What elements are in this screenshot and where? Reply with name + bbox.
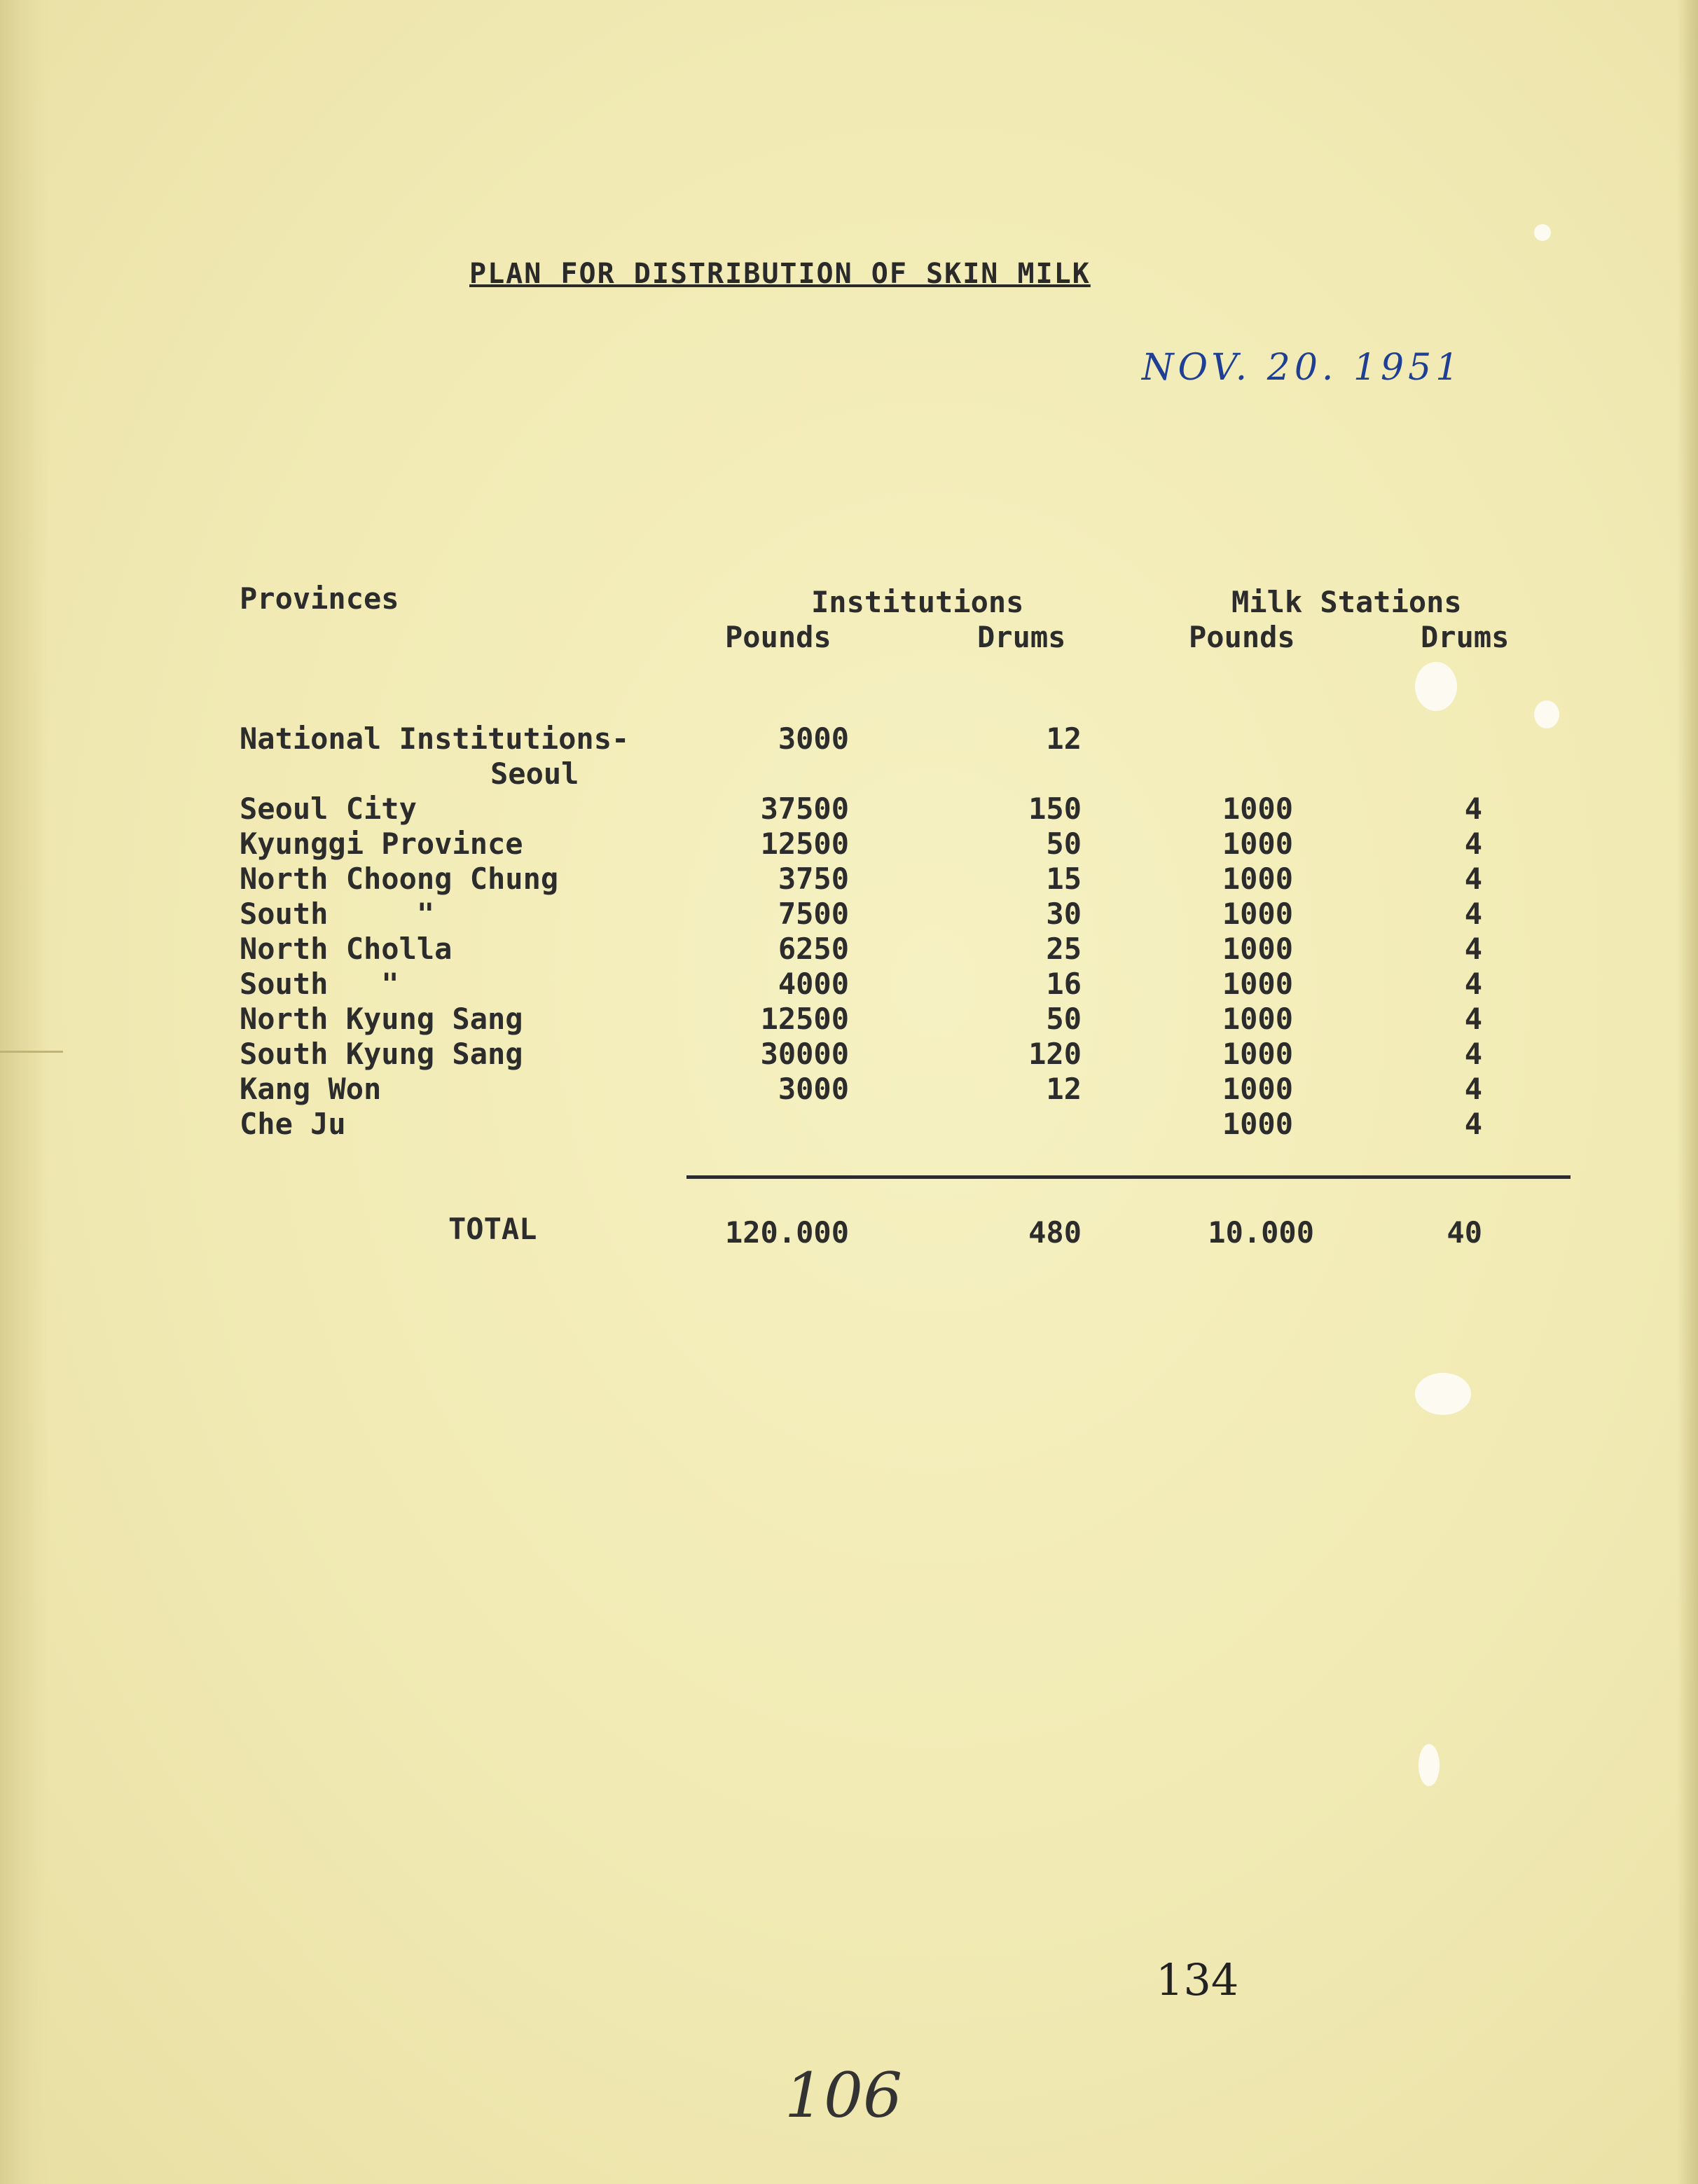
row-inst-drums: 12 <box>1046 721 1082 756</box>
document-title: PLAN FOR DISTRIBUTION OF SKIN MILK <box>469 258 1091 290</box>
row-ms-drums: 4 <box>1464 1072 1482 1106</box>
total-label: TOTAL <box>448 1212 537 1246</box>
row-province: National Institutions- <box>240 721 630 756</box>
row-province: South Kyung Sang <box>240 1037 523 1071</box>
paper-damage-spot <box>1419 1744 1440 1786</box>
header-provinces: Provinces <box>240 581 399 616</box>
row-inst-drums: 25 <box>1046 932 1082 966</box>
row-inst-drums: 120 <box>1028 1037 1082 1071</box>
handwritten-date: NOV. 20. 1951 <box>1142 347 1463 389</box>
row-province-line2: Seoul <box>490 756 579 791</box>
row-inst-pounds: 37500 <box>760 792 849 826</box>
row-ms-drums: 4 <box>1464 792 1482 826</box>
row-inst-drums: 16 <box>1046 967 1082 1001</box>
row-ms-pounds: 1000 <box>1222 897 1293 931</box>
page-edge-shadow-right <box>1677 0 1698 2184</box>
total-ms-pounds: 10.000 <box>1208 1215 1314 1250</box>
page-edge-shadow <box>0 0 49 2184</box>
row-ms-drums: 4 <box>1464 932 1482 966</box>
row-province: North Cholla <box>240 932 453 966</box>
row-inst-pounds: 12500 <box>760 1002 849 1036</box>
row-ms-drums: 4 <box>1464 862 1482 896</box>
row-inst-pounds: 12500 <box>760 827 849 861</box>
row-ms-pounds: 1000 <box>1222 932 1293 966</box>
row-province: North Choong Chung <box>240 862 559 896</box>
header-inst-drums: Drums <box>977 620 1066 654</box>
row-inst-pounds: 6250 <box>778 932 849 966</box>
row-province: Seoul City <box>240 792 417 826</box>
row-province: North Kyung Sang <box>240 1002 523 1036</box>
row-ms-drums: 4 <box>1464 897 1482 931</box>
row-inst-pounds: 4000 <box>778 967 849 1001</box>
row-inst-drums: 50 <box>1046 827 1082 861</box>
page-number: 134 <box>1156 1954 1239 2005</box>
row-province: South " <box>240 897 435 931</box>
total-divider-line <box>686 1175 1571 1179</box>
row-ms-pounds: 1000 <box>1222 1002 1293 1036</box>
header-ms-drums: Drums <box>1421 620 1510 654</box>
row-ms-pounds: 1000 <box>1222 792 1293 826</box>
header-institutions: Institutions <box>811 585 1024 619</box>
row-inst-pounds: 3000 <box>778 721 849 756</box>
row-ms-pounds: 1000 <box>1222 1072 1293 1106</box>
paper-fold <box>0 1051 63 1053</box>
row-ms-pounds: 1000 <box>1222 1037 1293 1071</box>
row-province: Che Ju <box>240 1107 346 1141</box>
row-ms-drums: 4 <box>1464 1107 1482 1141</box>
paper-damage-spot <box>1415 662 1457 711</box>
row-inst-drums: 150 <box>1028 792 1082 826</box>
header-milk-stations: Milk Stations <box>1231 585 1462 619</box>
total-inst-drums: 480 <box>1028 1215 1082 1250</box>
row-inst-drums: 30 <box>1046 897 1082 931</box>
total-ms-drums: 40 <box>1447 1215 1482 1250</box>
row-inst-pounds: 30000 <box>760 1037 849 1071</box>
row-inst-pounds: 3000 <box>778 1072 849 1106</box>
header-inst-pounds: Pounds <box>725 620 831 654</box>
row-ms-drums: 4 <box>1464 1002 1482 1036</box>
row-province: South " <box>240 967 399 1001</box>
row-ms-pounds: 1000 <box>1222 862 1293 896</box>
total-inst-pounds: 120.000 <box>724 1215 849 1250</box>
row-ms-drums: 4 <box>1464 827 1482 861</box>
header-ms-pounds: Pounds <box>1189 620 1295 654</box>
row-ms-drums: 4 <box>1464 967 1482 1001</box>
handwritten-note: 106 <box>785 2059 902 2131</box>
row-ms-drums: 4 <box>1464 1037 1482 1071</box>
row-province: Kyunggi Province <box>240 827 523 861</box>
paper-damage-spot <box>1415 1373 1471 1415</box>
row-inst-pounds: 7500 <box>778 897 849 931</box>
row-inst-drums: 50 <box>1046 1002 1082 1036</box>
paper-damage-spot <box>1534 224 1551 241</box>
row-inst-pounds: 3750 <box>778 862 849 896</box>
row-inst-drums: 15 <box>1046 862 1082 896</box>
row-ms-pounds: 1000 <box>1222 967 1293 1001</box>
row-province: Kang Won <box>240 1072 382 1106</box>
row-inst-drums: 12 <box>1046 1072 1082 1106</box>
row-ms-pounds: 1000 <box>1222 827 1293 861</box>
paper-damage-spot <box>1534 700 1559 728</box>
row-ms-pounds: 1000 <box>1222 1107 1293 1141</box>
